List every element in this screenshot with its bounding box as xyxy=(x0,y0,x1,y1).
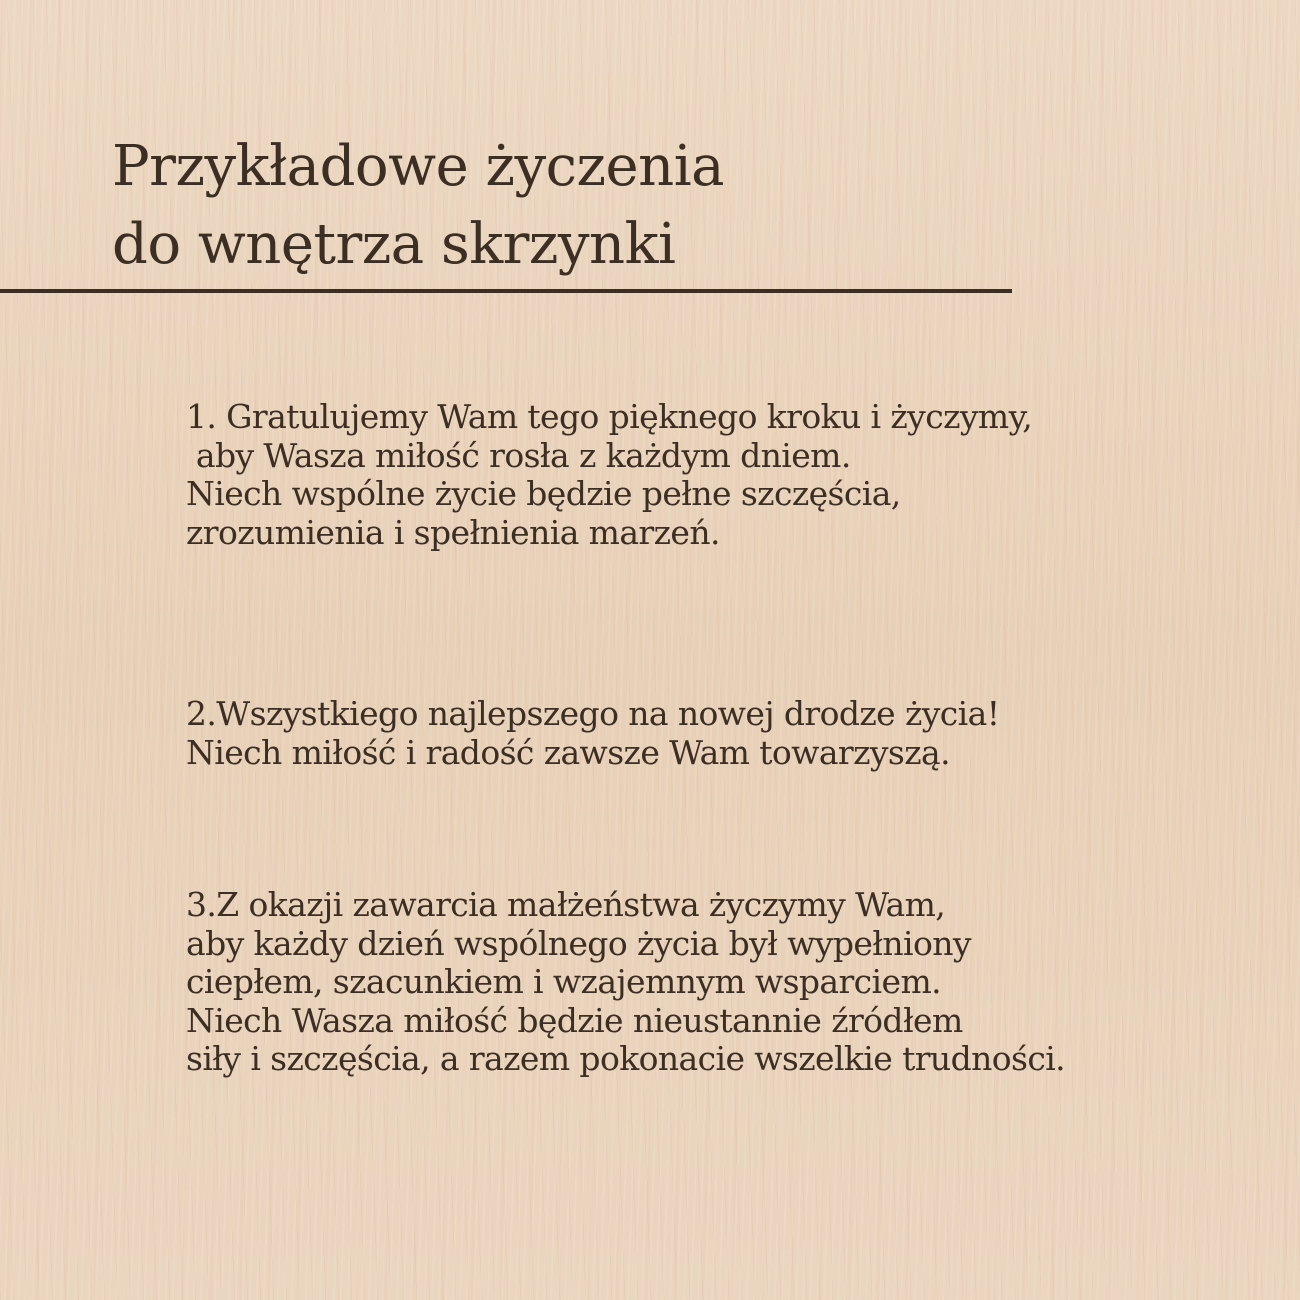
title-line-2: do wnętrza skrzynki xyxy=(112,212,676,277)
title-line-1: Przykładowe życzenia xyxy=(112,134,725,199)
wish-3-line-4: Niech Wasza miłość będzie nieustannie źródłem xyxy=(186,1000,963,1040)
wish-1-line-3: Niech wspólne życie będzie pełne szczęścia, xyxy=(186,474,901,513)
wish-1-line-1: 1. Gratulujemy Wam tego pięknego kroku i życzymy, xyxy=(186,397,1033,436)
wish-2-line-1: 2.Wszystkiego najlepszego na nowej drodze życia! xyxy=(186,694,1000,733)
wish-3-line-5: siły i szczęścia, a razem pokonacie wszelkie trudności. xyxy=(186,1039,1066,1078)
wish-3-line-3: ciepłem, szacunkiem i wzajemnym wsparciem. xyxy=(186,962,942,1001)
title-divider xyxy=(0,289,1012,293)
wish-3-line-1: 3.Z okazji zawarcia małżeństwa życzymy Wam, xyxy=(186,885,946,924)
wish-1-line-2: aby Wasza miłość rosła z każdym dniem. xyxy=(186,435,851,475)
wish-1 xyxy=(186,398,1032,552)
wish-1-line-4: zrozumienia i spełnienia marzeń. xyxy=(186,512,720,552)
wish-2-line-2: Niech miłość i radość zawsze Wam towarzyszą. xyxy=(186,732,950,772)
page-title xyxy=(112,128,724,284)
wish-2 xyxy=(186,695,999,772)
wish-3-line-2: aby każdy dzień wspólnego życia był wypełniony xyxy=(186,923,971,963)
wish-3 xyxy=(186,886,1065,1079)
